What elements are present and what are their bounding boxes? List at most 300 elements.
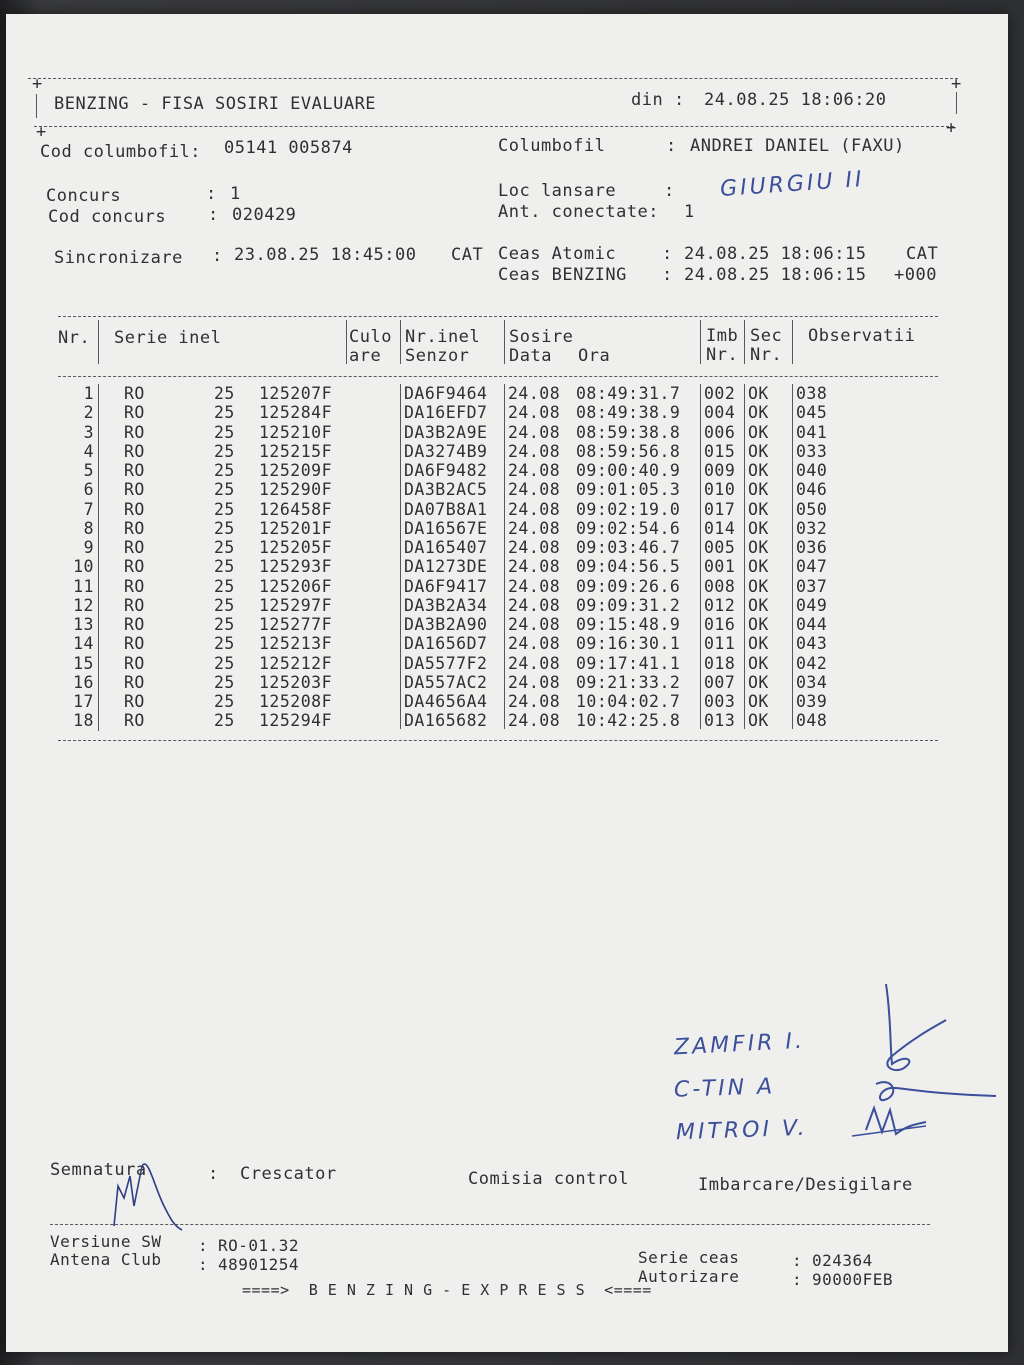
columbofil-colon: : (666, 136, 677, 156)
row-divider (98, 423, 99, 442)
autorizare-label: Autorizare (638, 1267, 740, 1286)
cell-senzor: DA557AC2 (404, 672, 488, 692)
cell-imb: 007 (704, 672, 736, 692)
serie-ceas-value: 024364 (812, 1251, 873, 1270)
header-senzor: Senzor (405, 346, 470, 366)
cell-senzor: DA16EFD7 (404, 403, 488, 423)
commission-signatures-drawing (846, 976, 1006, 1156)
cell-tara: RO (124, 557, 145, 577)
cell-nr: 13 (73, 615, 94, 634)
cell-obs: 042 (796, 653, 828, 673)
table-row (6, 673, 1006, 692)
cell-ora: 08:59:38.8 (576, 422, 681, 442)
table-row (6, 480, 1006, 499)
table-row (6, 461, 1006, 480)
cell-sec: OK (748, 441, 769, 461)
cell-imb: 005 (704, 538, 736, 557)
cell-data: 24.08 (508, 692, 561, 711)
sincronizare-label: Sincronizare (54, 248, 183, 268)
cell-tara: RO (124, 595, 145, 615)
cell-ora: 09:16:30.1 (576, 634, 681, 654)
cell-tara: RO (124, 499, 145, 519)
footer-divider (50, 1224, 930, 1225)
row-divider (98, 442, 99, 461)
cell-data: 24.08 (508, 384, 561, 403)
header-culoare-2: are (349, 346, 382, 366)
cell-imb: 009 (704, 461, 736, 480)
cell-tara: RO (124, 672, 145, 692)
cell-sec: OK (748, 653, 769, 673)
cell-tara: RO (124, 538, 145, 557)
cell-nr: 9 (83, 538, 94, 557)
ceas-benzing-colon: : (662, 265, 673, 285)
cell-data: 24.08 (508, 403, 561, 423)
cell-senzor: DA3B2A90 (404, 615, 488, 634)
cell-nr: 11 (73, 576, 94, 596)
cell-inel: 125201F (259, 518, 333, 538)
cell-ora: 09:02:54.6 (576, 518, 681, 538)
table-row (6, 538, 1006, 557)
cell-tara: RO (124, 441, 145, 461)
header-serie-inel: Serie inel (114, 328, 222, 348)
handwritten-name-1: ZAMFIR I. (673, 1028, 806, 1061)
cell-nr: 1 (83, 384, 94, 403)
cell-an: 25 (214, 441, 235, 461)
semnatura-label: Semnatura (50, 1160, 147, 1180)
cod-columbofil-label: Cod columbofil: (40, 142, 202, 162)
cell-nr: 5 (83, 461, 94, 480)
table-header-divider (58, 376, 938, 377)
cell-ora: 08:49:31.7 (576, 384, 681, 403)
cell-data: 24.08 (508, 672, 561, 692)
row-divider (98, 596, 99, 615)
cell-imb: 003 (704, 692, 736, 711)
cell-nr: 3 (83, 422, 94, 442)
cell-an: 25 (214, 595, 235, 615)
cell-sec: OK (748, 634, 769, 654)
cell-obs: 044 (796, 615, 828, 634)
cell-ora: 09:09:31.2 (576, 595, 681, 615)
header-ora: Ora (578, 346, 611, 366)
cell-obs: 049 (796, 595, 828, 615)
cell-nr: 6 (83, 480, 94, 500)
table-row (6, 519, 1006, 538)
cell-data: 24.08 (508, 711, 561, 731)
header-observatii: Observatii (808, 326, 916, 346)
concurs-colon: : (206, 184, 217, 204)
cell-data: 24.08 (508, 422, 561, 442)
cell-sec: OK (748, 518, 769, 538)
cell-ora: 09:01:05.3 (576, 480, 681, 500)
cell-data: 24.08 (508, 615, 561, 634)
row-divider (98, 519, 99, 538)
cell-data: 24.08 (508, 461, 561, 480)
cell-senzor: DA3B2A9E (404, 422, 488, 442)
cell-nr: 2 (83, 403, 94, 423)
cell-data: 24.08 (508, 538, 561, 557)
row-divider (98, 557, 99, 576)
cell-inel: 125207F (259, 384, 333, 403)
table-row (6, 654, 1006, 673)
cell-inel: 125277F (259, 615, 333, 634)
cell-sec: OK (748, 615, 769, 634)
table-row (6, 634, 1006, 653)
row-divider (98, 538, 99, 557)
cell-nr: 10 (73, 557, 94, 577)
cell-obs: 038 (796, 384, 828, 403)
table-row (6, 557, 1006, 576)
cell-senzor: DA4656A4 (404, 692, 488, 711)
cell-tara: RO (124, 480, 145, 500)
cell-nr: 17 (73, 692, 94, 711)
table-row (6, 500, 1006, 519)
cell-sec: OK (748, 576, 769, 596)
cell-nr: 12 (73, 595, 94, 615)
crescator-label: Crescator (240, 1164, 337, 1184)
cell-imb: 001 (704, 557, 736, 577)
autorizare-colon: : (792, 1270, 803, 1289)
cell-inel: 125215F (259, 441, 333, 461)
header-sec: Sec (750, 326, 783, 346)
versiune-value: RO-01.32 (218, 1236, 300, 1255)
cell-obs: 032 (796, 518, 828, 538)
table-row (6, 403, 1006, 422)
row-divider (98, 403, 99, 422)
cell-ora: 09:21:33.2 (576, 672, 681, 692)
cell-inel: 126458F (259, 499, 333, 519)
cell-tara: RO (124, 518, 145, 538)
cell-tara: RO (124, 384, 145, 403)
cell-sec: OK (748, 422, 769, 442)
cell-tara: RO (124, 692, 145, 711)
cell-ora: 08:59:56.8 (576, 441, 681, 461)
cell-obs: 036 (796, 538, 828, 557)
cell-obs: 033 (796, 441, 828, 461)
cell-an: 25 (214, 634, 235, 654)
cell-an: 25 (214, 461, 235, 480)
cell-an: 25 (214, 653, 235, 673)
row-divider (98, 480, 99, 499)
cell-data: 24.08 (508, 557, 561, 577)
cell-sec: OK (748, 557, 769, 577)
table-row (6, 384, 1006, 403)
cell-inel: 125206F (259, 576, 333, 596)
row-divider (98, 577, 99, 596)
header-data: Data (509, 346, 552, 366)
cell-an: 25 (214, 384, 235, 403)
header-sosire: Sosire (509, 327, 574, 347)
cell-inel: 125203F (259, 672, 333, 692)
cell-an: 25 (214, 538, 235, 557)
signature-colon: : (208, 1164, 219, 1184)
cell-obs: 045 (796, 403, 828, 423)
cell-an: 25 (214, 403, 235, 423)
versiune-label: Versiune SW (50, 1232, 162, 1251)
din-value: 24.08.25 18:06:20 (704, 90, 887, 110)
handwritten-name-2: C-TIN A (673, 1074, 776, 1103)
cell-imb: 012 (704, 595, 736, 615)
table-row (6, 692, 1006, 711)
border-corner: + (36, 122, 47, 142)
border-right (956, 92, 957, 114)
cell-tara: RO (124, 461, 145, 480)
cell-senzor: DA3B2AC5 (404, 480, 488, 500)
cell-ora: 09:00:40.9 (576, 461, 681, 480)
cell-nr: 7 (83, 499, 94, 519)
cell-tara: RO (124, 711, 145, 731)
column-divider (744, 320, 745, 364)
cell-inel: 125297F (259, 595, 333, 615)
row-divider (98, 673, 99, 692)
cell-ora: 09:03:46.7 (576, 538, 681, 557)
cell-obs: 039 (796, 692, 828, 711)
table-bottom-divider (58, 740, 938, 741)
cell-nr: 15 (73, 653, 94, 673)
cell-imb: 004 (704, 403, 736, 423)
cell-senzor: DA165407 (404, 538, 488, 557)
ceas-benzing-tz: +000 (894, 265, 937, 285)
cell-sec: OK (748, 711, 769, 731)
cell-tara: RO (124, 403, 145, 423)
cell-inel: 125212F (259, 653, 333, 673)
cell-ora: 09:09:26.6 (576, 576, 681, 596)
table-row (6, 577, 1006, 596)
cell-obs: 041 (796, 422, 828, 442)
header-nr: Nr. (58, 328, 91, 348)
cell-inel: 125210F (259, 422, 333, 442)
row-divider (98, 634, 99, 653)
column-divider (98, 320, 99, 364)
row-divider (98, 615, 99, 634)
cell-ora: 09:15:48.9 (576, 615, 681, 634)
cell-obs: 034 (796, 672, 828, 692)
cell-ora: 09:02:19.0 (576, 499, 681, 519)
ceas-benzing-value: 24.08.25 18:06:15 (684, 265, 867, 285)
table-row (6, 711, 1006, 730)
cell-an: 25 (214, 672, 235, 692)
cell-data: 24.08 (508, 518, 561, 538)
benzing-express-brand: ====> B E N Z I N G - E X P R E S S <==== (242, 1281, 652, 1299)
antena-label: Antena Club (50, 1250, 162, 1269)
ceas-atomic-label: Ceas Atomic (498, 244, 617, 264)
cell-an: 25 (214, 692, 235, 711)
sincronizare-colon: : (212, 246, 223, 266)
columbofil-label: Columbofil (498, 136, 606, 156)
cell-obs: 050 (796, 499, 828, 519)
divider (34, 126, 954, 127)
cell-data: 24.08 (508, 653, 561, 673)
cell-tara: RO (124, 615, 145, 634)
cell-obs: 040 (796, 461, 828, 480)
cell-senzor: DA5577F2 (404, 653, 488, 673)
cell-an: 25 (214, 480, 235, 500)
concurs-label: Concurs (46, 186, 122, 206)
autorizare-value: 90000FEB (812, 1270, 894, 1289)
ant-conectate-label: Ant. conectate: (498, 202, 660, 222)
header-nr-inel: Nr.inel (405, 327, 481, 347)
cell-nr: 4 (83, 441, 94, 461)
cell-an: 25 (214, 557, 235, 577)
cell-ora: 09:04:56.5 (576, 557, 681, 577)
cod-concurs-label: Cod concurs (48, 207, 167, 227)
cell-an: 25 (214, 518, 235, 538)
cell-inel: 125208F (259, 692, 333, 711)
cell-senzor: DA16567E (404, 518, 488, 538)
border-corner: + (946, 118, 957, 138)
column-divider (504, 320, 505, 364)
cell-sec: OK (748, 538, 769, 557)
cell-senzor: DA6F9417 (404, 576, 488, 596)
cell-tara: RO (124, 422, 145, 442)
cell-sec: OK (748, 384, 769, 403)
cell-ora: 10:42:25.8 (576, 711, 681, 731)
cell-senzor: DA6F9464 (404, 384, 488, 403)
column-divider (400, 320, 401, 364)
loc-lansare-colon: : (664, 181, 675, 201)
cod-concurs-value: 020429 (232, 205, 297, 225)
serie-ceas-label: Serie ceas (638, 1248, 740, 1267)
cell-senzor: DA1656D7 (404, 634, 488, 654)
din-colon: : (674, 90, 685, 110)
ceas-atomic-tz: CAT (906, 244, 939, 264)
cell-nr: 14 (73, 634, 94, 654)
imbarcare-label: Imbarcare/Desigilare (698, 1175, 913, 1195)
cell-obs: 037 (796, 576, 828, 596)
border-corner: + (951, 74, 962, 94)
din-label: din (631, 90, 664, 110)
cell-sec: OK (748, 595, 769, 615)
cell-sec: OK (748, 672, 769, 692)
cell-senzor: DA3274B9 (404, 441, 488, 461)
cell-data: 24.08 (508, 576, 561, 596)
cell-inel: 125284F (259, 403, 333, 423)
cell-sec: OK (748, 499, 769, 519)
cell-data: 24.08 (508, 595, 561, 615)
cell-tara: RO (124, 653, 145, 673)
ceas-atomic-colon: : (662, 244, 673, 264)
row-divider (98, 461, 99, 480)
cell-inel: 125294F (259, 711, 333, 731)
cell-ora: 08:49:38.9 (576, 403, 681, 423)
comisia-control-label: Comisia control (468, 1169, 630, 1189)
cell-sec: OK (748, 461, 769, 480)
antena-value: 48901254 (218, 1255, 300, 1274)
header-sec-nr: Nr. (750, 345, 783, 365)
header-imb-nr: Nr. (706, 345, 739, 365)
cell-imb: 002 (704, 384, 736, 403)
cell-nr: 16 (73, 672, 94, 692)
table-row (6, 596, 1006, 615)
receipt-paper (6, 14, 1008, 1352)
cell-data: 24.08 (508, 441, 561, 461)
cell-senzor: DA3B2A34 (404, 595, 488, 615)
header-imb: Imb (706, 326, 739, 346)
versiune-colon: : (198, 1236, 209, 1255)
cod-concurs-colon: : (208, 205, 219, 225)
cell-imb: 017 (704, 499, 736, 519)
antena-colon: : (198, 1255, 209, 1274)
cell-obs: 048 (796, 711, 828, 731)
cell-nr: 18 (73, 711, 94, 731)
cell-senzor: DA6F9482 (404, 461, 488, 480)
cell-ora: 10:04:02.7 (576, 692, 681, 711)
column-divider (346, 320, 347, 364)
table-row (6, 423, 1006, 442)
cell-data: 24.08 (508, 634, 561, 654)
cell-imb: 011 (704, 634, 736, 654)
cell-an: 25 (214, 576, 235, 596)
sincronizare-value: 23.08.25 18:45:00 (234, 245, 417, 265)
cell-data: 24.08 (508, 499, 561, 519)
sincronizare-tz: CAT (451, 245, 484, 265)
cell-senzor: DA165682 (404, 711, 488, 731)
ceas-benzing-label: Ceas BENZING (498, 265, 627, 285)
columbofil-value: ANDREI DANIEL (FAXU) (690, 136, 905, 156)
cell-inel: 125213F (259, 634, 333, 654)
cell-obs: 043 (796, 634, 828, 654)
cell-imb: 016 (704, 615, 736, 634)
cell-obs: 047 (796, 557, 828, 577)
concurs-value: 1 (230, 184, 241, 204)
table-top-divider (58, 316, 938, 317)
cell-imb: 014 (704, 518, 736, 538)
cell-inel: 125205F (259, 538, 333, 557)
divider (28, 78, 958, 79)
column-divider (792, 320, 793, 364)
cell-an: 25 (214, 711, 235, 731)
cell-an: 25 (214, 422, 235, 442)
table-row (6, 442, 1006, 461)
cell-nr: 8 (83, 518, 94, 538)
loc-lansare-value: GIURGIU II (719, 166, 866, 203)
cell-inel: 125209F (259, 461, 333, 480)
cell-data: 24.08 (508, 480, 561, 500)
border-left (36, 94, 37, 118)
row-divider (98, 500, 99, 519)
cell-sec: OK (748, 480, 769, 500)
row-divider (98, 384, 99, 403)
document-title: BENZING - FISA SOSIRI EVALUARE (54, 94, 377, 114)
handwritten-name-3: MITROI V. (675, 1115, 808, 1146)
ant-conectate-value: 1 (684, 202, 695, 222)
cell-obs: 046 (796, 480, 828, 500)
cell-sec: OK (748, 403, 769, 423)
cell-tara: RO (124, 576, 145, 596)
cell-imb: 013 (704, 711, 736, 731)
border-corner: + (32, 74, 43, 94)
table-row (6, 615, 1006, 634)
ceas-atomic-value: 24.08.25 18:06:15 (684, 244, 867, 264)
cell-an: 25 (214, 615, 235, 634)
loc-lansare-label: Loc lansare (498, 181, 617, 201)
cell-an: 25 (214, 499, 235, 519)
column-divider (700, 320, 701, 364)
cell-inel: 125290F (259, 480, 333, 500)
serie-ceas-colon: : (792, 1251, 803, 1270)
signature-scribble (104, 1146, 204, 1236)
cell-imb: 010 (704, 480, 736, 500)
row-divider (98, 654, 99, 673)
row-divider (98, 692, 99, 711)
header-culoare: Culo (349, 327, 392, 347)
cell-inel: 125293F (259, 557, 333, 577)
cell-sec: OK (748, 692, 769, 711)
cell-senzor: DA07B8A1 (404, 499, 488, 519)
cell-imb: 008 (704, 576, 736, 596)
cell-ora: 09:17:41.1 (576, 653, 681, 673)
cell-imb: 015 (704, 441, 736, 461)
cell-senzor: DA1273DE (404, 557, 488, 577)
